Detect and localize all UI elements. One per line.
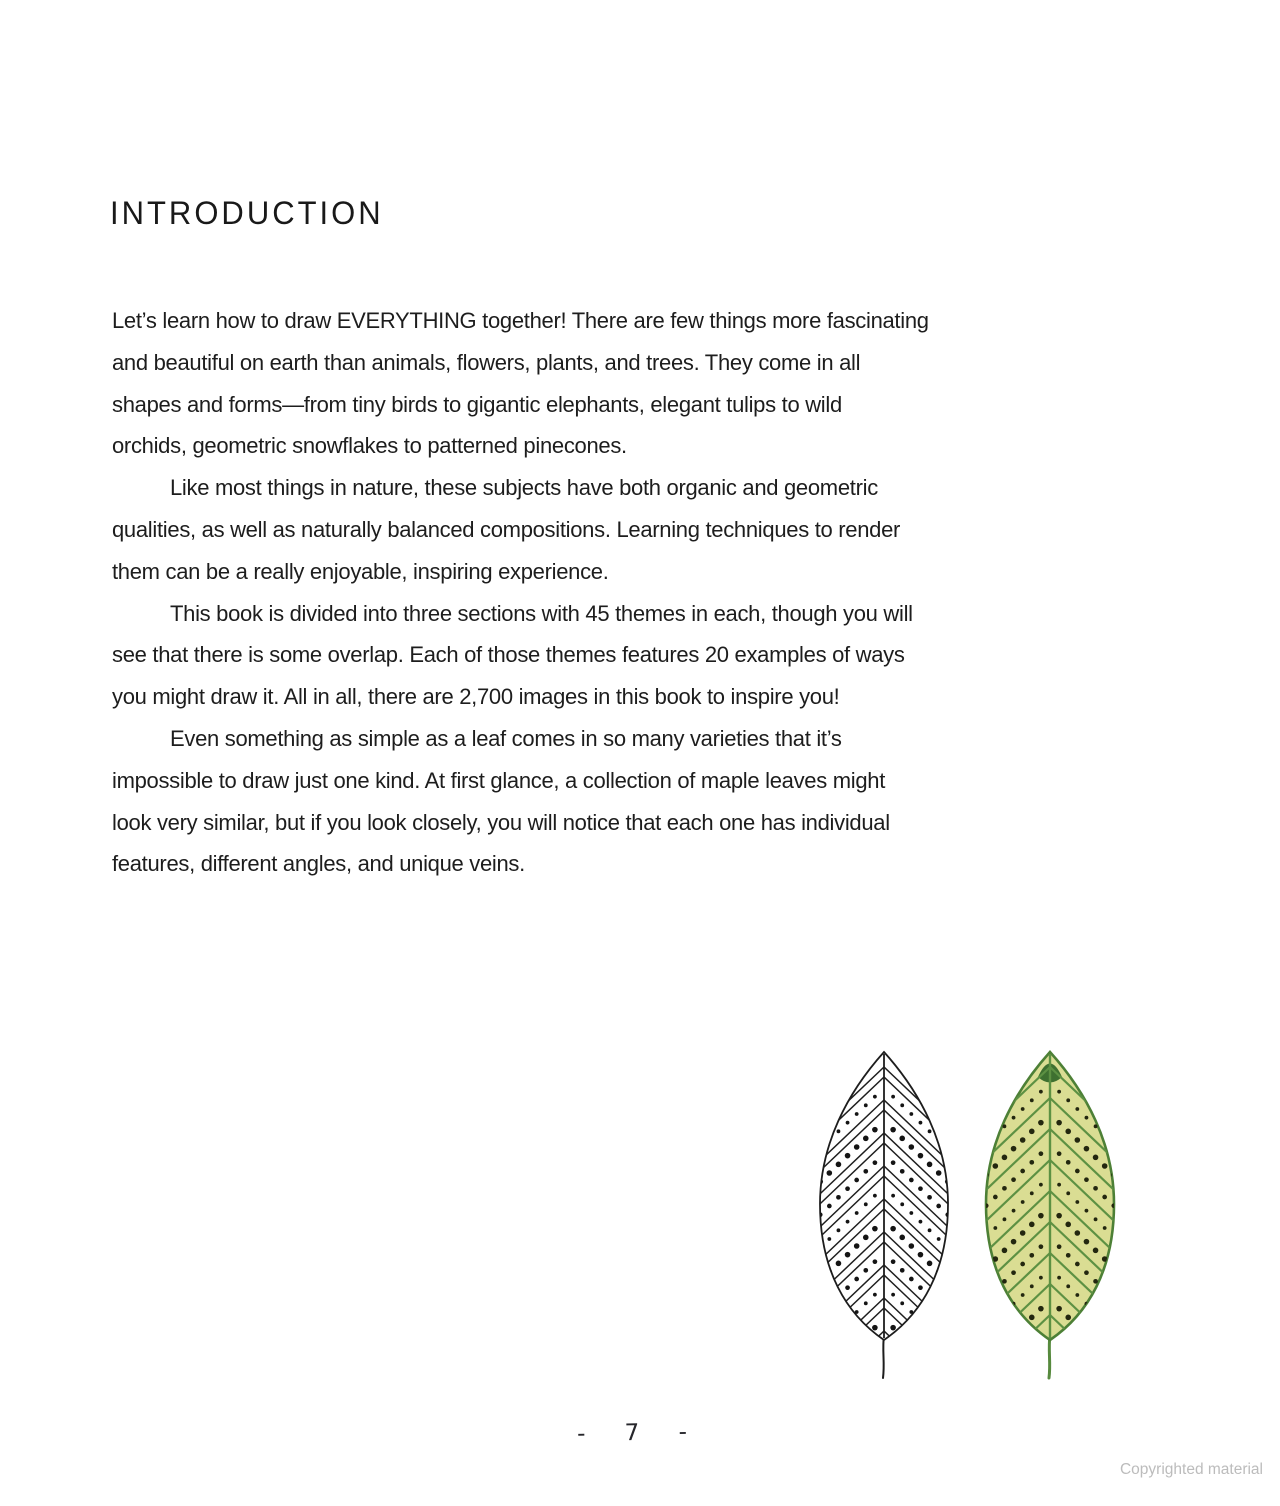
leaf-watercolor-illustration (974, 1044, 1126, 1384)
text-line: them can be a really enjoyable, inspiring experience. (112, 558, 609, 584)
intro-text (112, 300, 1042, 885)
text-line: see that there is some overlap. Each of those themes features 20 examples of ways (112, 642, 905, 668)
page-title: INTRODUCTION (110, 194, 384, 232)
text-line: Let’s learn how to draw EVERYTHING together! There are few things more fascinating (112, 308, 929, 333)
text-line: you might draw it. All in all, there are 2,700 images in this book to inspire you! (112, 684, 840, 710)
page-number: - 7 - (576, 1418, 704, 1448)
text-line: features, different angles, and unique veins. (112, 851, 525, 877)
copyright-notice: Copyrighted material (1119, 1461, 1263, 1478)
text-line: and beautiful on earth than animals, flowers, plants, and trees. They come in all (112, 349, 861, 375)
text-line: This book is divided into three sections with 45 themes in each, though you will (170, 600, 913, 626)
text-line: orchids, geometric snowflakes to patterned pinecones. (112, 433, 627, 459)
leaf-illustrations (808, 1044, 1126, 1384)
text-line: shapes and forms—from tiny birds to gigantic elephants, elegant tulips to wild (112, 391, 842, 417)
text-line: qualities, as well as naturally balanced compositions. Learning techniques to render (112, 516, 901, 542)
text-line: Even something as simple as a leaf comes in so many varieties that it’s (170, 725, 842, 751)
text-line: look very similar, but if you look closely, you will notice that each one has individual (112, 809, 890, 835)
text-line: Like most things in nature, these subjects have both organic and geometric (170, 475, 878, 501)
leaf-line-art-illustration (808, 1044, 960, 1384)
text-line: impossible to draw just one kind. At first glance, a collection of maple leaves might (112, 767, 886, 793)
